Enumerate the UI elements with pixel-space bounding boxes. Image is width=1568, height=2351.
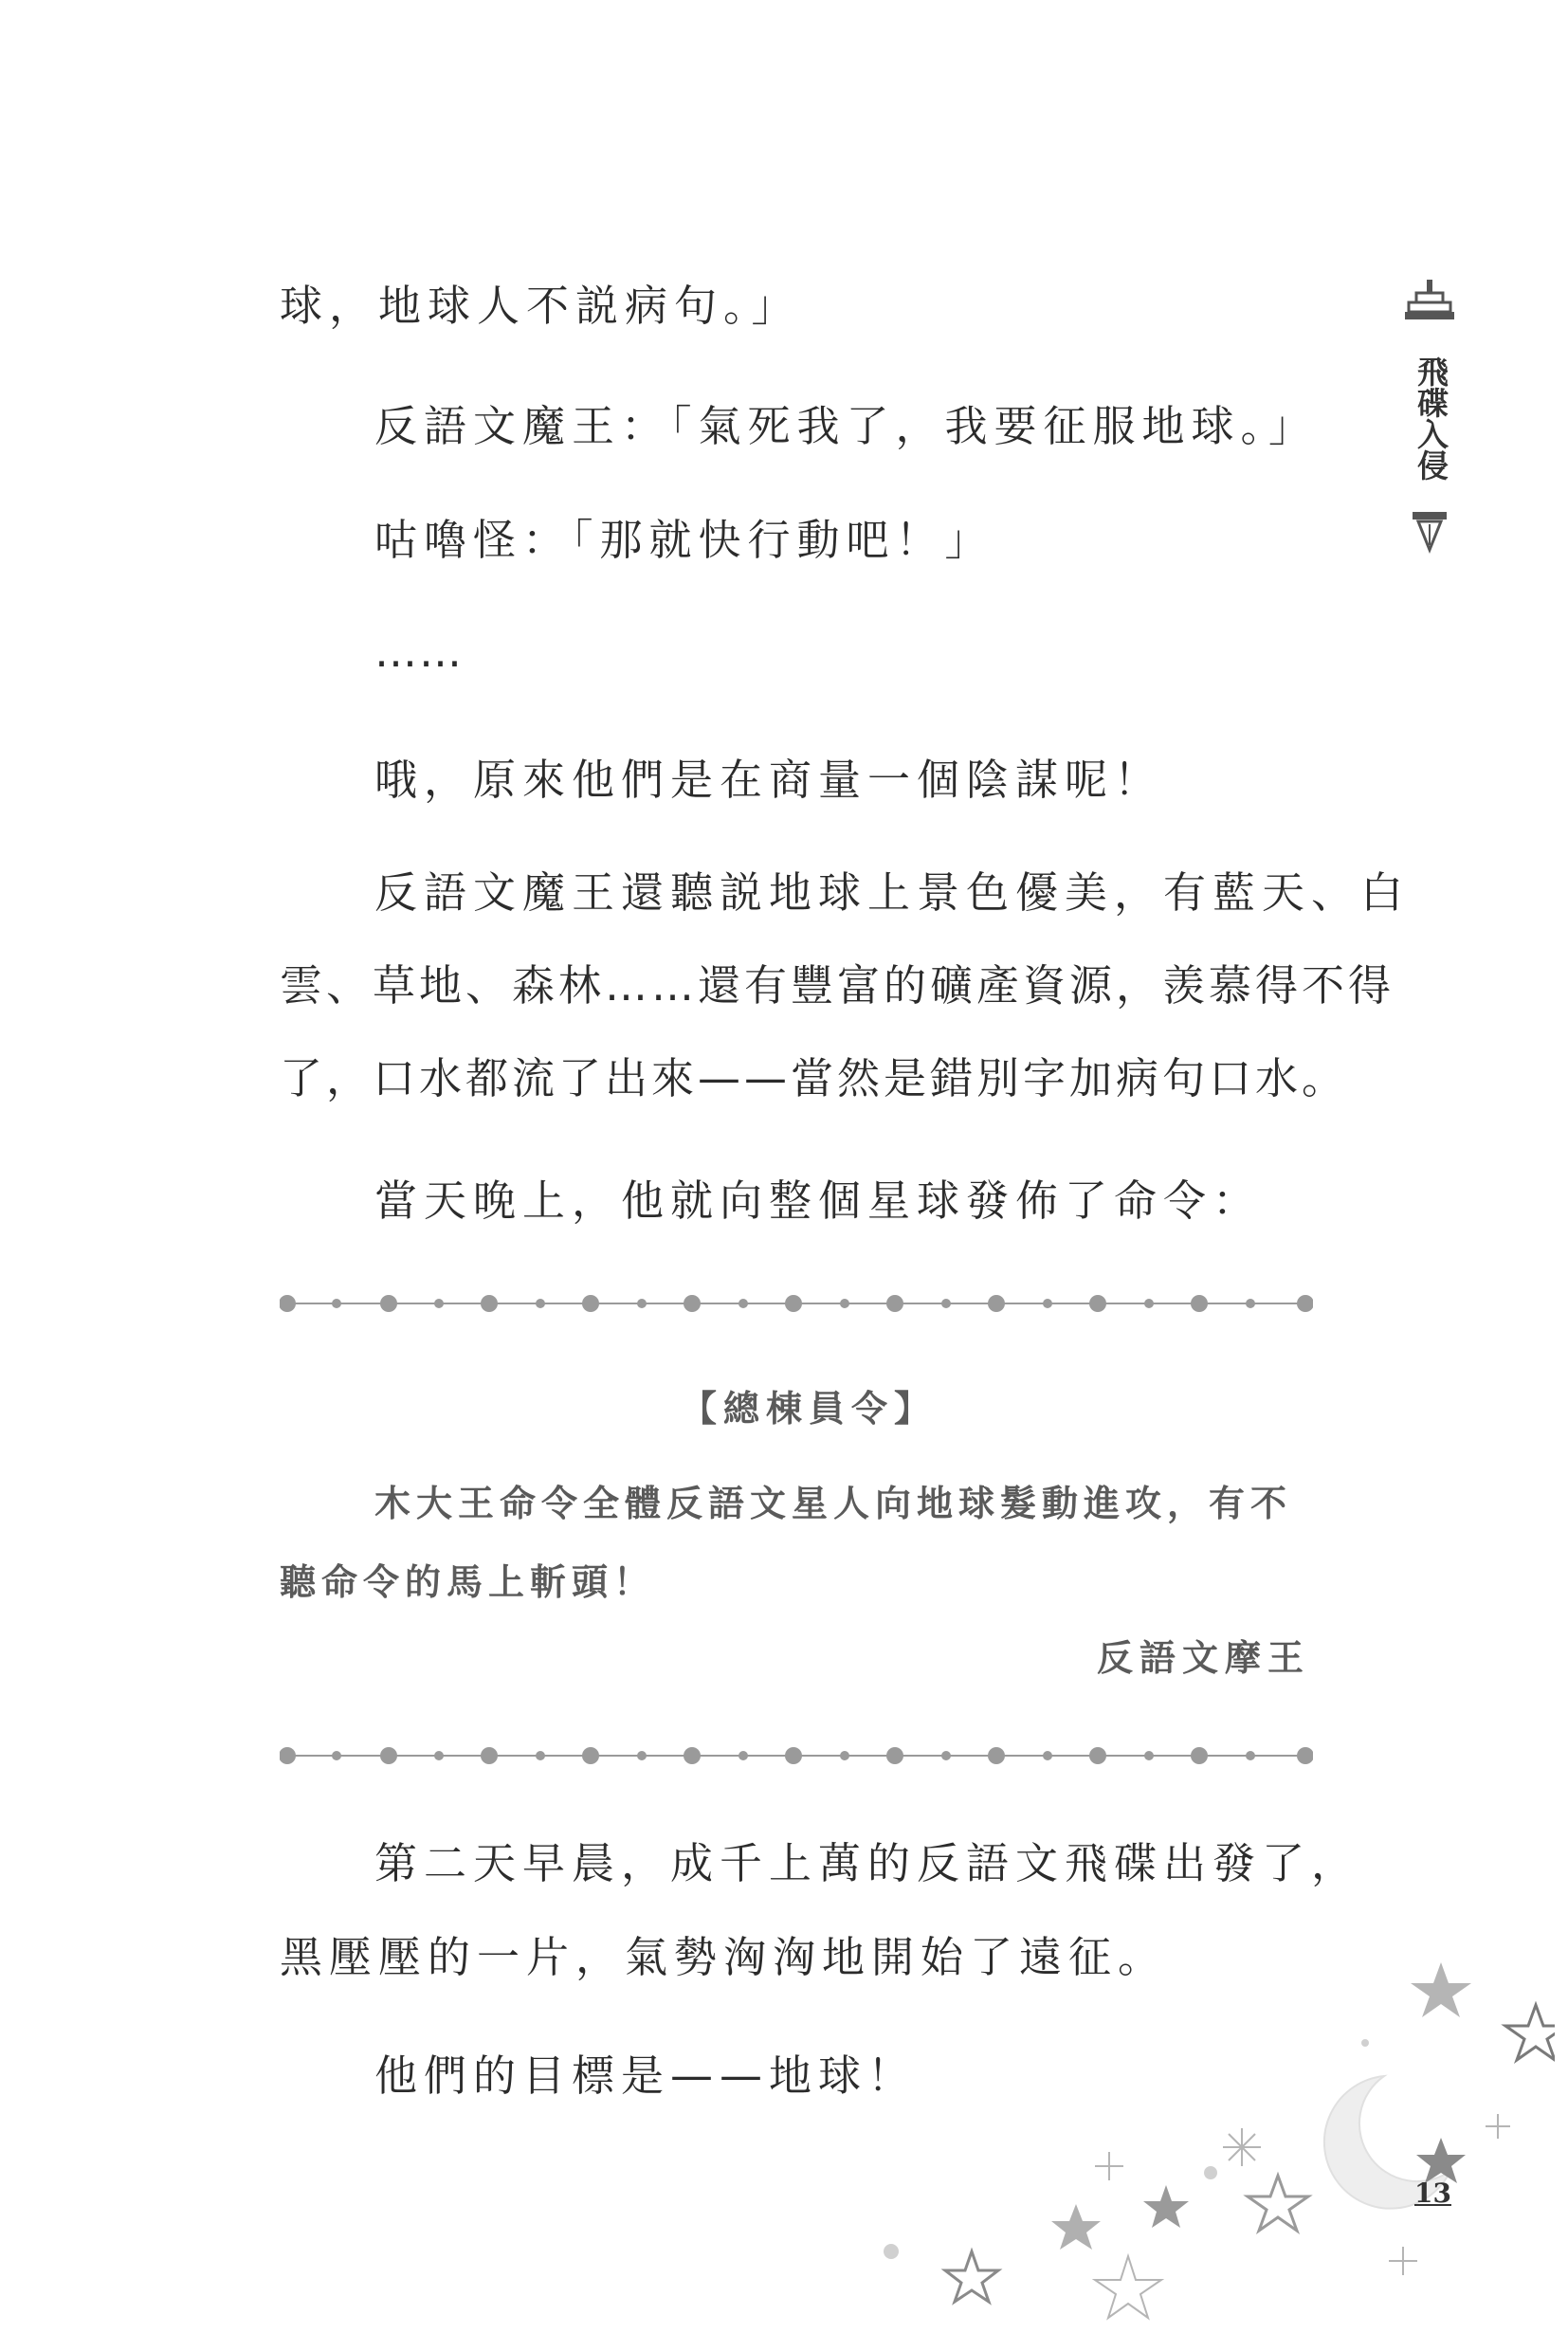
star-icon — [1411, 1962, 1471, 2017]
dotted-divider-top — [280, 1289, 1313, 1318]
paragraph: 雲、草地、森林……還有豐富的礦產資源，羡慕得不得 — [280, 960, 1395, 1011]
notice-line: 聽命令的馬上斬頭！ — [280, 1560, 656, 1603]
notice-title: 【總棟員令】 — [680, 1387, 937, 1430]
paragraph: 咕嚕怪：「那就快行動吧！」 — [374, 515, 994, 565]
paragraph: 哦，原來他們是在商量一個陰謀呢！ — [374, 755, 1164, 805]
star-icon — [945, 2251, 998, 2302]
star-icon — [1051, 2204, 1101, 2250]
notice-line: 木大王命令全體反語文星人向地球髮動進攻，有不 — [374, 1482, 1293, 1524]
star-icon — [1143, 2185, 1189, 2228]
paragraph: 當天晚上，他就向整個星球發佈了命令： — [374, 1176, 1263, 1226]
stars-decoration — [834, 1953, 1555, 2351]
paragraph: …… — [374, 627, 464, 677]
paragraph: 他們的目標是——地球！ — [374, 2050, 918, 2101]
notice-signature: 反語文摩王 — [1096, 1636, 1310, 1679]
paragraph: 反語文魔王還聽説地球上景色優美，有藍天、白 — [374, 867, 1411, 918]
paragraph: 球，地球人不説病句。」 — [280, 281, 801, 331]
dotted-divider-bottom — [280, 1741, 1313, 1770]
page-number: 13 — [1414, 2178, 1451, 2209]
star-icon — [1248, 2176, 1308, 2231]
star-icon — [1505, 2005, 1555, 2060]
paragraph: 了，口水都流了出來——當然是錯別字加病句口水。 — [280, 1053, 1349, 1103]
paragraph: 反語文魔王：「氣死我了，我要征服地球。」 — [374, 401, 1319, 451]
book-title-text: 飛碟入侵 — [1413, 355, 1449, 481]
paragraph: 第二天早晨，成千上萬的反語文飛碟出發了， — [374, 1838, 1361, 1888]
paragraph: 黑壓壓的一片，氣勢洶洶地開始了遠征。 — [280, 1932, 1168, 1982]
